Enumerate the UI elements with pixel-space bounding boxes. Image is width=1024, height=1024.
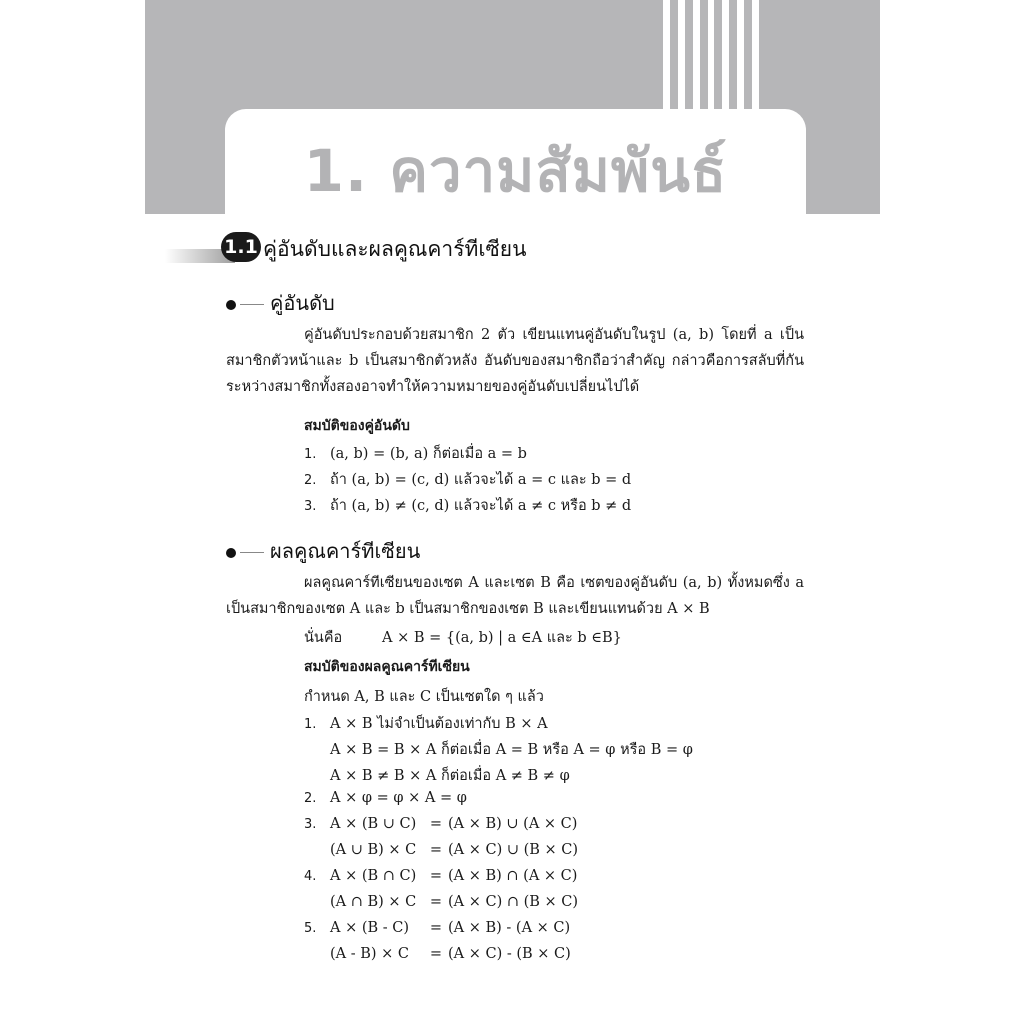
cartesian-paragraph: ผลคูณคาร์ทีเซียนของเซต A และเซต B คือ เซตของคู่อันดับ (a, b) ทั้งหมดซึ่ง a เป็นสมาชิกของเซต A และ b เป็นสมาชิกของเซต B และเขียนแทนด้วย A × B bbox=[226, 575, 804, 617]
cartesian-props-title: สมบัติของผลคูณคาร์ทีเซียน bbox=[304, 659, 470, 675]
list-item: 2. ถ้า (a, b) = (c, d) แล้วจะได้ a = c และ b = d bbox=[304, 472, 632, 488]
subheading-text: ผลคูณคาร์ทีเซียน bbox=[270, 539, 421, 563]
list-item: 3. ถ้า (a, b) ≠ (c, d) แล้วจะได้ a ≠ c หรือ b ≠ d bbox=[304, 498, 632, 514]
list-item: 1. (a, b) = (b, a) ก็ต่อเมื่อ a = b bbox=[304, 446, 527, 462]
bullet-icon bbox=[226, 300, 236, 310]
dash-decoration bbox=[240, 304, 264, 305]
ordered-pair-props-title: สมบัติของคู่อันดับ bbox=[304, 418, 410, 434]
section-number-badge: 1.1 bbox=[221, 232, 261, 262]
ordered-pair-paragraph: คู่อันดับประกอบด้วยสมาชิก 2 ตัว เขียนแทนคู่อันดับในรูป (a, b) โดยที่ a เป็นสมาชิกตัวหน้าและ b เป็นสมาชิกตัวหลัง อันดับของสมาชิกถือว่าสำคัญ กล่าวคือการสลับที่กันระหว่างสมาชิกทั้งสองอาจทำให้ความหมายของคู่อันดับเปลี่ยนไปได้ bbox=[226, 327, 804, 395]
list-item-detail: (A ∩ B) × C = (A × C) ∩ (B × C) bbox=[330, 894, 579, 910]
bullet-icon bbox=[226, 548, 236, 558]
list-item: 1. A × B ไม่จำเป็นต้องเท่ากับ B × A bbox=[304, 716, 548, 732]
given-line: กำหนด A, B และ C เป็นเซตใด ๆ แล้ว bbox=[304, 689, 544, 705]
list-item-detail: A × B ≠ B × A ก็ต่อเมื่อ A ≠ B ≠ φ bbox=[330, 768, 570, 784]
list-item: 3. A × (B ∪ C) = (A × B) ∪ (A × C) bbox=[304, 816, 578, 832]
definition-formula: A × B = {(a, b) | a ∈A และ b ∈B} bbox=[382, 630, 622, 646]
subheading-ordered-pair bbox=[226, 287, 335, 319]
definition-line bbox=[304, 626, 622, 649]
list-item-detail: (A ∪ B) × C = (A × C) ∪ (B × C) bbox=[330, 842, 579, 858]
section-title: คู่อันดับและผลคูณคาร์ทีเซียน bbox=[263, 237, 527, 261]
chapter-title: 1. ความสัมพันธ์ bbox=[303, 137, 728, 205]
subheading-text: คู่อันดับ bbox=[270, 291, 335, 315]
header-stripes bbox=[663, 0, 767, 118]
list-item: 4. A × (B ∩ C) = (A × B) ∩ (A × C) bbox=[304, 868, 578, 884]
subheading-cartesian bbox=[226, 535, 420, 567]
list-item: 2. A × φ = φ × A = φ bbox=[304, 790, 467, 806]
dash-decoration bbox=[240, 552, 264, 553]
list-item-detail: (A - B) × C = (A × C) - (B × C) bbox=[330, 946, 571, 962]
list-item-detail: A × B = B × A ก็ต่อเมื่อ A = B หรือ A = φ หรือ B = φ bbox=[330, 742, 693, 758]
list-item: 5. A × (B - C) = (A × B) - (A × C) bbox=[304, 920, 571, 936]
definition-label: นั่นคือ bbox=[304, 630, 343, 646]
